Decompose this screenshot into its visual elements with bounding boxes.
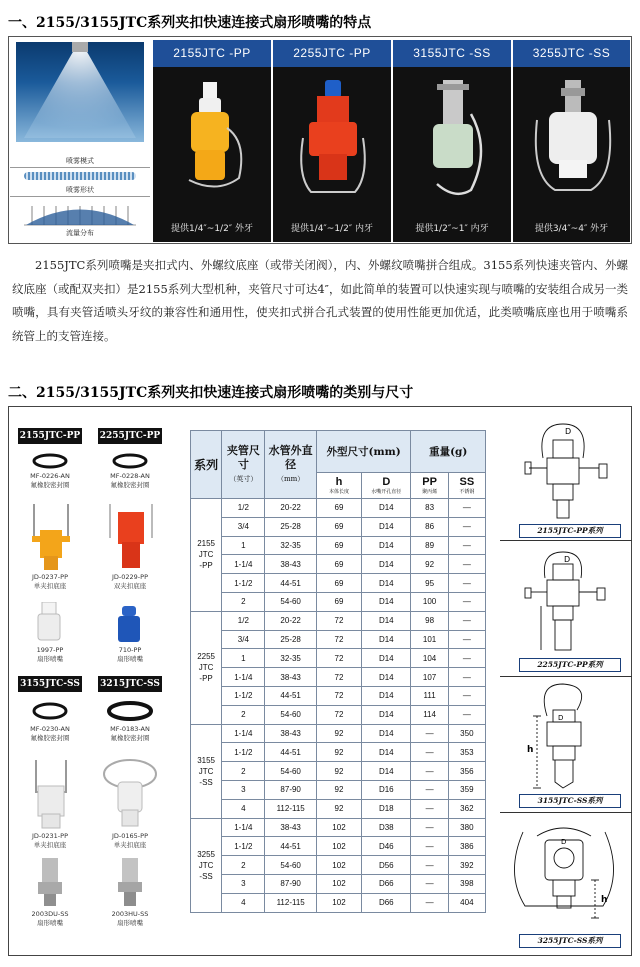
part-caption: 1997-PP 扇形喷嘴 [36,646,64,663]
table-cell: 112-115 [265,799,316,818]
table-cell: 2 [222,762,265,781]
table-cell: 100 [411,592,448,611]
table-cell: 32-35 [265,649,316,668]
table-cell: 86 [411,517,448,536]
table-row [191,724,486,743]
fan-nozzle-blue-image [114,606,144,646]
single-clamp-base-image [26,500,76,572]
table-row [191,536,486,555]
seal-ring-icon [110,452,150,470]
table-cell: — [411,762,448,781]
table-cell: — [448,630,485,649]
table-cell: D14 [362,762,411,781]
table-cell: 1-1/2 [222,574,265,593]
table-cell: 92 [411,555,448,574]
table-cell: 1-1/2 [222,837,265,856]
table-cell: 72 [316,686,361,705]
table-cell: D38 [362,818,411,837]
part-caption: 2003DU-SS 扇形喷嘴 [31,910,69,927]
table-row [191,611,486,630]
table-cell: 54-60 [265,856,316,875]
spray-shape-graphic [24,172,136,180]
table-cell: 386 [448,837,485,856]
table-cell: 380 [448,818,485,837]
spray-info-panel [10,38,150,242]
table-row [191,837,486,856]
tag-3215jtc-ss: 3215JTC-SS [98,676,162,692]
table-cell: 356 [448,762,485,781]
table-row [191,517,486,536]
table-cell: 101 [411,630,448,649]
table-cell: — [411,780,448,799]
spray-pattern-image [16,42,144,142]
col-pp: PP 聚丙烯 [411,473,448,499]
table-row [191,799,486,818]
table-cell: D56 [362,856,411,875]
part-caption: MF-0226-AN 氟橡胶密封圈 [30,472,70,489]
table-row [191,893,486,912]
table-cell: — [448,705,485,724]
part-caption: JD-0165-PP 单夹扣底座 [112,832,148,849]
nozzle-2155-photo [177,82,247,202]
table-cell: — [448,499,485,518]
flow-distribution-caption: 流量分布 [66,229,94,237]
table-cell: 1-1/4 [222,724,265,743]
table-cell: 1/2 [222,499,265,518]
product-card-2155jtc-pp [153,40,271,242]
table-cell: 44-51 [265,574,316,593]
table-cell: 392 [448,856,485,875]
table-cell: 3/4 [222,630,265,649]
table-cell: 69 [316,592,361,611]
table-cell: 44-51 [265,686,316,705]
product-card-2255jtc-pp [273,40,391,242]
table-cell: — [448,536,485,555]
diagram-2155-drawing [507,418,629,522]
table-cell: 87-90 [265,780,316,799]
table-cell: 38-43 [265,818,316,837]
diag-d-label: D [561,838,567,846]
table-cell: — [448,686,485,705]
ss-clamp-base-image [100,756,160,830]
table-cell: D46 [362,837,411,856]
table-cell: 72 [316,705,361,724]
seal-ring-icon [30,700,70,722]
table-row [191,743,486,762]
table-cell: 69 [316,499,361,518]
part-caption: 2003HU-SS 扇形喷嘴 [111,910,149,927]
table-cell: 87-90 [265,874,316,893]
table-cell: 25-28 [265,517,316,536]
table-row [191,499,486,518]
table-row [191,780,486,799]
table-cell: — [411,799,448,818]
table-cell: 25-28 [265,630,316,649]
product-card-3155jtc-ss [393,40,511,242]
seal-ring-icon [30,452,70,470]
table-cell: 72 [316,649,361,668]
product-name: 3255JTC -SS [513,40,630,67]
table-cell: 69 [316,555,361,574]
product-card-3255jtc-ss [513,40,630,242]
diag-d-label: D [558,714,564,722]
tag-2255jtc-pp: 2255JTC-PP [98,428,162,444]
product-caption: 提供1/4″~1/2″ 外牙 [170,224,254,234]
table-cell: 92 [316,762,361,781]
table-cell: — [411,743,448,762]
nozzle-3155-photo [415,80,491,204]
diagram-2155 [507,418,629,540]
series-group-label: 2255 JTC -PP [191,611,222,724]
table-cell: 38-43 [265,724,316,743]
section1-title: 一、2155/3155JTC系列夹扣快速连接式扇形喷嘴的特点 [8,15,372,31]
table-cell: D14 [362,705,411,724]
diagram-3255-drawing [507,820,629,932]
table-row [191,856,486,875]
col-clamp-size: 夹管尺寸 （英寸） [222,431,265,499]
table-cell: D14 [362,649,411,668]
spray-pattern-caption: 喷雾模式 [66,157,94,165]
table-row [191,574,486,593]
table-row [191,649,486,668]
table-cell: 38-43 [265,668,316,687]
part-caption: JD-0237-PP 单夹扣底座 [32,573,68,590]
table-cell: 54-60 [265,592,316,611]
table-cell: 44-51 [265,743,316,762]
table-cell: — [448,649,485,668]
table-cell: — [448,574,485,593]
table-cell: 102 [316,837,361,856]
table-cell: 69 [316,517,361,536]
table-cell: 72 [316,668,361,687]
product-name: 2155JTC -PP [153,40,271,67]
table-cell: D66 [362,874,411,893]
table-row [191,762,486,781]
part-caption: 710-PP 扇形喷嘴 [117,646,143,663]
table-cell: 111 [411,686,448,705]
table-cell: D14 [362,499,411,518]
diagram-3155-drawing [507,682,629,792]
table-row [191,555,486,574]
table-row [191,592,486,611]
table-cell: 3 [222,780,265,799]
diag-d-label: D [565,427,572,436]
series-group-label: 3255 JTC -SS [191,818,222,912]
table-cell: D14 [362,592,411,611]
table-cell: 353 [448,743,485,762]
table-cell: — [411,856,448,875]
table-cell: — [411,837,448,856]
diagram-label: 3155JTC-SS系列 [519,794,621,808]
table-cell: 44-51 [265,837,316,856]
table-row [191,668,486,687]
table-cell: D14 [362,574,411,593]
table-cell: D14 [362,668,411,687]
nozzle-2255-photo [295,80,371,204]
product-caption: 提供1/4″~1/2″ 内牙 [290,224,374,234]
table-cell: 1/2 [222,611,265,630]
col-h: h 本体长度 [316,473,361,499]
table-cell: 114 [411,705,448,724]
table-cell: D14 [362,630,411,649]
table-cell: — [448,611,485,630]
table-cell: 32-35 [265,536,316,555]
seal-ring-icon [106,700,154,722]
table-cell: 92 [316,799,361,818]
table-cell: 1 [222,649,265,668]
table-cell: 92 [316,743,361,762]
col-d: D 水嘴开孔直径 [362,473,411,499]
table-cell: — [448,668,485,687]
table-cell: D18 [362,799,411,818]
table-cell: D14 [362,611,411,630]
table-cell: 350 [448,724,485,743]
table-cell: 1-1/4 [222,668,265,687]
product-name: 2255JTC -PP [273,40,391,67]
diagram-2255 [507,548,629,674]
table-cell: 3/4 [222,517,265,536]
table-cell: D14 [362,743,411,762]
flow-distribution-graphic [24,200,136,226]
diag-h-label: h [601,895,608,905]
tag-2155jtc-pp: 2155JTC-PP [18,428,82,444]
part-caption: MF-0230-AN 氟橡胶密封圈 [30,725,70,742]
table-row [191,686,486,705]
description-paragraph: 2155JTC系列喷嘴是夹扣式内、外螺纹底座（或带关闭阀），内、外螺纹喷嘴拼合组成。3155系列快速夹管内、外螺纹底座（或配双夹扣）是2155系列大型机种，夹管尺寸可达4″，如此简单的装置可以快速实现与喷嘴的安装组合成另一类喷嘴，具有夹管适喷头牙纹的兼容性和通用性，使夹扣式拼合孔式装置的使用性能更加优适，此类喷嘴底座也用于喷嘴系统管上的支管连接。 [12,258,628,343]
spray-shape-caption: 喷雾形状 [66,186,94,194]
table-cell: — [448,592,485,611]
col-pipe-od: 水管外直径 （mm） [265,431,316,499]
table-cell: 1 [222,536,265,555]
ss-single-clamp-base-image [26,756,76,830]
table-row [191,705,486,724]
nozzle-3255-photo [533,80,613,204]
section2-title: 二、2155/3155JTC系列夹扣快速连接式扇形喷嘴的类别与尺寸 [8,385,414,401]
table-cell: — [448,517,485,536]
table-cell: 69 [316,536,361,555]
table-cell: 92 [316,780,361,799]
table-cell: — [411,818,448,837]
table-cell: 1-1/4 [222,555,265,574]
table-cell: — [411,724,448,743]
table-cell: D14 [362,724,411,743]
table-cell: D14 [362,536,411,555]
table-cell: 1-1/2 [222,743,265,762]
table-cell: 38-43 [265,555,316,574]
product-caption: 提供1/2″~1″ 内牙 [415,224,489,234]
table-cell: 404 [448,893,485,912]
diagram-label: 2255JTC-PP系列 [519,658,621,672]
diagram-2255-drawing [507,548,629,656]
table-cell: 102 [316,874,361,893]
table-cell: 72 [316,630,361,649]
table-cell: — [448,555,485,574]
diagram-3255 [507,820,629,950]
table-cell: 98 [411,611,448,630]
table-cell: 102 [316,893,361,912]
table-cell: 102 [316,818,361,837]
table-cell: 4 [222,799,265,818]
size-table [190,430,486,913]
table-row [191,874,486,893]
table-cell: 95 [411,574,448,593]
table-cell: D14 [362,555,411,574]
diag-d-label: D [564,555,571,564]
table-cell: — [411,893,448,912]
table-cell: 20-22 [265,499,316,518]
table-row [191,630,486,649]
table-cell: D14 [362,686,411,705]
diag-h-label: h [527,745,534,755]
table-cell: D14 [362,517,411,536]
diagram-label: 3255JTC-SS系列 [519,934,621,948]
col-dims: 外型尺寸(mm) [316,431,411,473]
double-clamp-base-image [104,498,158,572]
product-name: 3155JTC -SS [393,40,511,67]
table-cell: 89 [411,536,448,555]
table-cell: 54-60 [265,762,316,781]
table-cell: 2 [222,856,265,875]
ss-fan-nozzle-du-image [36,858,64,908]
table-cell: 362 [448,799,485,818]
table-cell: 92 [316,724,361,743]
table-cell: 2 [222,592,265,611]
table-cell: 359 [448,780,485,799]
table-cell: 3 [222,874,265,893]
col-series: 系列 [191,431,222,499]
spray-cone-graphic [16,42,144,142]
table-cell: 1-1/4 [222,818,265,837]
table-cell: 54-60 [265,705,316,724]
diagram-label: 2155JTC-PP系列 [519,524,621,538]
table-cell: 107 [411,668,448,687]
table-cell: 1-1/2 [222,686,265,705]
tag-3155jtc-ss: 3155JTC-SS [18,676,82,692]
part-caption: MF-0183-AN 氟橡胶密封圈 [110,725,150,742]
table-cell: 20-22 [265,611,316,630]
table-cell: 83 [411,499,448,518]
table-cell: 72 [316,611,361,630]
diagram-3155 [507,682,629,810]
table-cell: 112-115 [265,893,316,912]
series-group-label: 2155 JTC -PP [191,499,222,612]
table-row [191,818,486,837]
table-cell: 4 [222,893,265,912]
fan-nozzle-white-image [34,602,64,644]
table-cell: 398 [448,874,485,893]
product-caption: 提供3/4″~4″ 外牙 [534,224,609,234]
part-caption: JD-0231-PP 单夹扣底座 [32,832,68,849]
table-cell: 104 [411,649,448,668]
table-cell: D66 [362,893,411,912]
ss-fan-nozzle-hu-image [116,858,144,908]
part-caption: MF-0228-AN 氟橡胶密封圈 [110,472,150,489]
table-cell: 69 [316,574,361,593]
table-cell: — [411,874,448,893]
part-caption: JD-0229-PP 双夹扣底座 [112,573,148,590]
col-ss: SS 不锈钢 [448,473,485,499]
table-cell: 102 [316,856,361,875]
series-group-label: 3155 JTC -SS [191,724,222,818]
table-cell: D16 [362,780,411,799]
col-weight: 重量(g) [411,431,486,473]
table-cell: 2 [222,705,265,724]
